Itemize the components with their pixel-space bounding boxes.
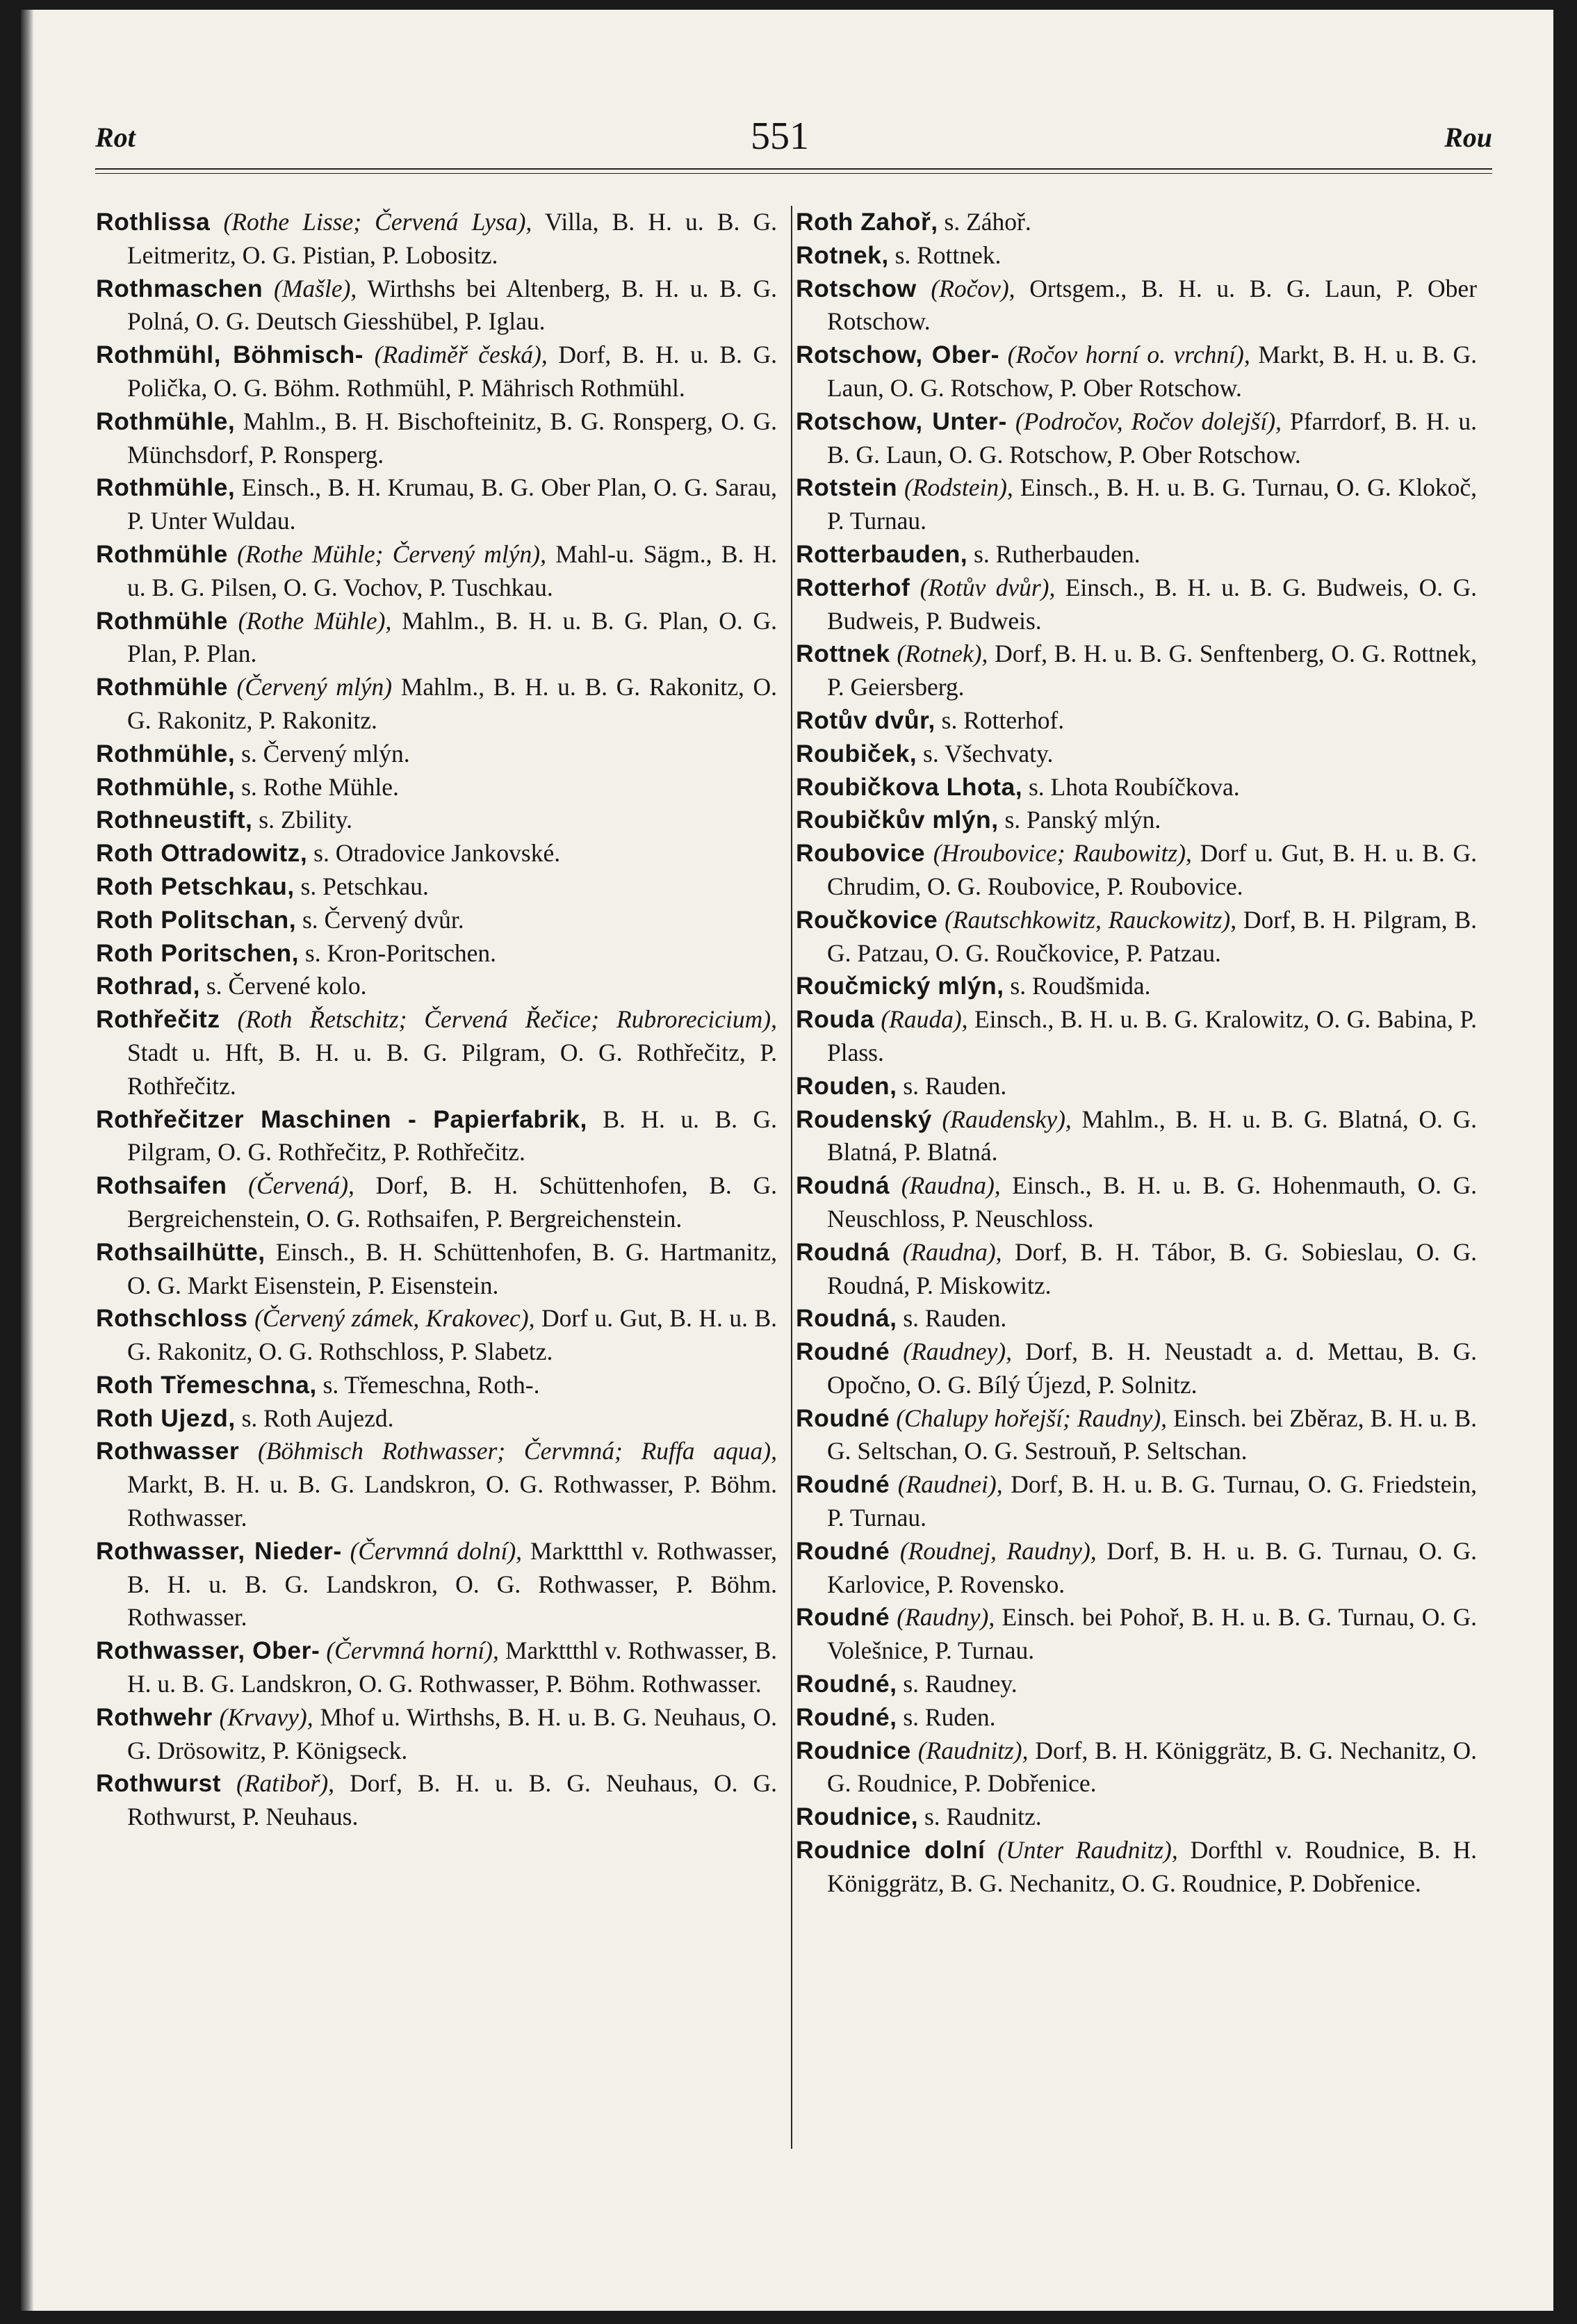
entry-headword: Rothmühle, <box>96 772 236 801</box>
entry-description: Dorfthl v. Roudnice, B. H. Königgrätz, B. G. Nechanitz, O. G. Roudnice, P. Dobřenice. <box>827 1836 1477 1897</box>
entry-description: Einsch., B. H. u. B. G. Turnau, O. G. Klokoč, P. Turnau. <box>827 473 1478 535</box>
entry-description: s. Roudšmida. <box>1010 972 1151 1000</box>
gazetteer-entry <box>96 904 777 937</box>
entry-variant-names: (Červený mlýn) <box>236 673 393 701</box>
entry-description: Einsch., B. H. Krumau, B. G. Ober Plan, O. G. Sarau, P. Unter Wuldau. <box>127 473 778 535</box>
entry-description: s. Třemeschna, Roth-. <box>322 1370 540 1399</box>
entry-description: Dorf, B. H. Königgrätz, B. G. Nechanitz, O. G. Roudnice, P. Dobřenice. <box>827 1736 1478 1798</box>
gazetteer-entry <box>96 804 777 837</box>
entry-headword: Rotschow, Ober- <box>796 341 999 369</box>
entry-headword: Rothmühle, <box>96 739 236 767</box>
entry-variant-names: (Rotův dvůr), <box>920 573 1056 601</box>
gazetteer-entry <box>96 837 777 870</box>
entry-description: s. Rotterhof. <box>941 706 1065 734</box>
entry-variant-names: (Červmná horní), <box>326 1636 499 1665</box>
entry-headword: Roubovice <box>796 839 925 868</box>
entry-headword: Rothsaifen <box>96 1171 227 1200</box>
gazetteer-entry <box>796 704 1477 738</box>
gazetteer-entry <box>96 206 777 273</box>
entry-variant-names: (Raudensky), <box>942 1105 1072 1133</box>
gazetteer-entry <box>796 1734 1477 1801</box>
entry-variant-names: (Roth Řetschitz; Červená Řečice; Rubrorecicium), <box>237 1005 778 1034</box>
gazetteer-entry <box>796 904 1477 970</box>
gazetteer-entry <box>796 771 1477 804</box>
entry-description: Einsch., B. H. u. B. G. Budweis, O. G. Budweis, P. Budweis. <box>827 573 1478 635</box>
entry-description: Mahlm., B. H. u. B. G. Rakonitz, O. G. Rakonitz, P. Rakonitz. <box>127 673 778 734</box>
gazetteer-entry <box>796 1103 1477 1170</box>
gazetteer-entry <box>96 771 777 804</box>
gazetteer-entry <box>96 605 777 672</box>
gazetteer-entry <box>96 538 777 605</box>
entry-headword: Rotův dvůr, <box>796 706 935 734</box>
entry-description: Villa, B. H. u. B. G. Leitmeritz, O. G. Pistian, P. Lobositz. <box>127 208 778 269</box>
left-column <box>96 206 777 2152</box>
entry-headword: Roth Ottradowitz, <box>96 839 308 868</box>
entry-description: Markt, B. H. u. B. G. Landskron, O. G. Rothwasser, P. Böhm. Rothwasser. <box>127 1470 777 1532</box>
entry-headword: Rottnek <box>796 640 890 668</box>
entry-description: Mahlm., B. H. u. B. G. Plan, O. G. Plan, P. Plan. <box>127 606 777 668</box>
entry-headword: Rotschow <box>796 274 917 302</box>
entry-headword: Rothsailhütte, <box>96 1237 265 1266</box>
entry-variant-names: (Krvavy), <box>219 1703 313 1731</box>
page-number: 551 <box>751 115 809 158</box>
entry-headword: Roubičkův mlýn, <box>796 806 999 834</box>
gazetteer-entry <box>796 339 1477 405</box>
entry-headword: Roučkovice <box>796 905 938 934</box>
entry-headword: Rothwurst <box>96 1769 222 1798</box>
entry-headword: Rothmühle, <box>96 473 236 502</box>
entry-description: Markttthl v. Rothwasser, B. H. u. B. G. Landskron, O. G. Rothwasser, P. Böhm. Rothwasser. <box>127 1636 778 1698</box>
entry-headword: Rothřečitz <box>96 1005 220 1034</box>
entry-description: Dorf, B. H. u. B. G. Turnau, O. G. Friedstein, P. Turnau. <box>827 1470 1478 1532</box>
gazetteer-entry <box>796 1236 1477 1303</box>
entry-headword: Rothmühle <box>96 606 228 635</box>
entry-description: s. Červený dvůr. <box>302 905 464 934</box>
entry-headword: Roudné, <box>796 1703 897 1731</box>
entry-variant-names: (Raudney), <box>903 1338 1012 1366</box>
entry-variant-names: (Rothe Mühle; Červený mlýn), <box>237 539 546 568</box>
entry-variant-names: (Mašle), <box>274 274 357 302</box>
entry-variant-names: (Ratiboř), <box>236 1769 335 1798</box>
entry-description: Einsch., B. H. u. B. G. Hohenmauth, O. G. Neuschloss, P. Neuschloss. <box>827 1171 1478 1233</box>
entry-variant-names: (Červmná dolní), <box>350 1536 523 1565</box>
entry-description: Mahlm., B. H. Bischofteinitz, B. G. Ronsperg, O. G. Münchsdorf, P. Ronsperg. <box>127 407 777 469</box>
entry-description: Pfarrdorf, B. H. u. B. G. Laun, O. G. Rotschow, P. Ober Rotschow. <box>827 407 1478 469</box>
gazetteer-entry <box>796 804 1477 837</box>
entry-headword: Rothwasser, Nieder- <box>96 1536 342 1565</box>
entry-headword: Rothrad, <box>96 972 200 1000</box>
entry-description: s. Červený mlýn. <box>241 739 410 767</box>
entry-description: Mhof u. Wirthshs, B. H. u. B. G. Neuhaus, O. G. Drösowitz, P. Königseck. <box>127 1703 778 1764</box>
entry-headword: Roudná, <box>796 1304 897 1333</box>
entry-headword: Rouden, <box>796 1071 897 1100</box>
entry-headword: Rothwasser <box>96 1437 240 1465</box>
entry-description: s. Rothe Mühle. <box>241 772 399 801</box>
entry-variant-names: (Červený zámek, Krakovec), <box>254 1304 535 1333</box>
entry-variant-names: (Červená), <box>248 1171 354 1200</box>
gazetteer-entry <box>96 738 777 771</box>
page-header <box>21 107 1553 170</box>
entry-description: s. Ruden. <box>903 1703 996 1731</box>
entry-description: s. Červené kolo. <box>206 972 367 1000</box>
entry-headword: Roudná <box>796 1171 890 1200</box>
entry-description: Mahl-u. Sägm., B. H. u. B. G. Pilsen, O. G. Vochov, P. Tuschkau. <box>127 539 778 601</box>
right-column <box>796 206 1477 2152</box>
entry-variant-names: (Hroubovice; Raubowitz), <box>933 839 1192 868</box>
gazetteer-entry <box>796 1003 1477 1070</box>
entry-description: s. Panský mlýn. <box>1004 806 1161 834</box>
entry-description: Dorf, B. H. u. B. G. Neuhaus, O. G. Rothwurst, P. Neuhaus. <box>127 1769 778 1831</box>
gazetteer-entry <box>796 1601 1477 1668</box>
gazetteer-entry <box>96 870 777 904</box>
gazetteer-entry <box>96 1103 777 1170</box>
header-rule <box>95 168 1492 174</box>
gazetteer-entry <box>96 339 777 405</box>
entry-headword: Roudné <box>796 1338 890 1366</box>
entry-headword: Roth Zahoř, <box>796 208 938 236</box>
entry-headword: Roudenský <box>796 1105 932 1133</box>
entry-description: Mahlm., B. H. u. B. G. Blatná, O. G. Blatná, P. Blatná. <box>827 1105 1478 1167</box>
entry-description: Markttthl v. Rothwasser, B. H. u. B. G. Landskron, O. G. Rothwasser, P. Böhm. Rothwasser. <box>127 1536 778 1632</box>
gazetteer-entry <box>96 1435 777 1534</box>
gazetteer-entry <box>796 1668 1477 1701</box>
gazetteer-entry <box>96 1003 777 1103</box>
entry-description: s. Roth Aujezd. <box>241 1404 394 1432</box>
entry-description: s. Otradovice Jankovské. <box>313 839 561 868</box>
column-divider <box>791 206 792 2149</box>
entry-description: Einsch., B. H. Schüttenhofen, B. G. Hartmanitz, O. G. Markt Eisenstein, P. Eisenstein. <box>127 1237 777 1299</box>
entry-description: Dorf, B. H. Schüttenhofen, B. G. Bergreichenstein, O. G. Rothsaifen, P. Bergreichenstein. <box>127 1171 777 1233</box>
gazetteer-entry <box>796 1402 1477 1469</box>
gazetteer-entry <box>796 1468 1477 1535</box>
gazetteer-entry <box>796 1801 1477 1834</box>
entry-description: Dorf, B. H. u. B. G. Senftenberg, O. G. Rottnek, P. Geiersberg. <box>827 640 1477 701</box>
entry-headword: Rothmaschen <box>96 274 263 302</box>
gazetteer-entry <box>96 1701 777 1768</box>
gazetteer-entry <box>796 1535 1477 1602</box>
gazetteer-entry <box>96 1236 777 1303</box>
entry-headword: Rothlissa <box>96 208 211 236</box>
entry-headword: Rotschow, Unter- <box>796 407 1007 435</box>
gazetteer-entry <box>796 538 1477 571</box>
gazetteer-entry <box>96 405 777 472</box>
entry-variant-names: (Rotnek), <box>897 640 988 668</box>
entry-description: s. Zbility. <box>259 806 353 834</box>
entry-description: s. Rutherbauden. <box>974 539 1141 568</box>
entry-headword: Roudné <box>796 1536 890 1565</box>
header-right-guide-word: Rou <box>1444 122 1492 153</box>
entry-variant-names: (Böhmisch Rothwasser; Červmná; Ruffa aqua), <box>258 1437 778 1465</box>
entry-headword: Roudné <box>796 1470 890 1499</box>
gazetteer-entry <box>96 1169 777 1236</box>
entry-variant-names: (Rodstein), <box>904 473 1013 502</box>
entry-headword: Rothřečitzer Maschinen - Papierfabrik, <box>96 1105 587 1133</box>
entry-description: s. Záhoř. <box>944 208 1031 236</box>
entry-variant-names: (Chalupy hořejší; Raudny), <box>896 1404 1168 1432</box>
entry-headword: Rothschloss <box>96 1304 248 1333</box>
entry-headword: Roth Třemeschna, <box>96 1370 317 1399</box>
entry-description: s. Raudnitz. <box>924 1803 1042 1831</box>
gazetteer-entry <box>796 571 1477 638</box>
entry-description: s. Petschkau. <box>300 872 429 900</box>
gazetteer-entry <box>796 970 1477 1003</box>
gazetteer-entry <box>96 1402 777 1436</box>
entry-variant-names: (Rothe Mühle), <box>238 606 392 635</box>
entry-description: s. Raudney. <box>903 1670 1018 1698</box>
entry-description: B. H. u. B. G. Pilgram, O. G. Rothřečitz, P. Rothřečitz. <box>127 1105 777 1167</box>
gazetteer-entry <box>96 937 777 970</box>
entry-description: Stadt u. Hft, B. H. u. B. G. Pilgram, O. G. Rothřečitz, P. Rothřečitz. <box>127 1038 777 1100</box>
entry-headword: Rothneustift, <box>96 806 253 834</box>
gazetteer-entry <box>796 405 1477 472</box>
entry-headword: Rotnek, <box>796 241 889 269</box>
gazetteer-entry <box>796 471 1477 538</box>
entry-variant-names: (Raudny), <box>897 1603 995 1632</box>
entry-headword: Rothmühle <box>96 539 228 568</box>
entry-description: Dorf, B. H. u. B. G. Polička, O. G. Böhm. Rothmühl, P. Mährisch Rothmühl. <box>127 341 777 402</box>
gazetteer-entry <box>796 738 1477 771</box>
entry-description: Wirthshs bei Altenberg, B. H. u. B. G. Polná, O. G. Deutsch Giesshübel, P. Iglau. <box>127 274 777 336</box>
book-spine-shadow <box>21 10 33 2311</box>
gazetteer-entry <box>96 1767 777 1834</box>
gazetteer-entry <box>96 1369 777 1402</box>
entry-variant-names: (Raudnitz), <box>917 1736 1029 1764</box>
entry-headword: Roubičkova Lhota, <box>796 772 1023 801</box>
entry-variant-names: (Roudnej, Raudny), <box>899 1536 1097 1565</box>
entry-description: Dorf, B. H. Pilgram, B. G. Patzau, O. G. Roučkovice, P. Patzau. <box>827 905 1478 967</box>
entry-headword: Roudnice dolní <box>796 1836 986 1864</box>
entry-variant-names: (Raudna), <box>901 1171 1001 1200</box>
book-page <box>21 10 1553 2311</box>
gazetteer-entry <box>796 1834 1477 1901</box>
entry-description: Dorf u. Gut, B. H. u. B. G. Rakonitz, O. G. Rothschloss, P. Slabetz. <box>127 1304 778 1366</box>
entry-variant-names: (Rauda), <box>881 1005 968 1034</box>
entry-headword: Rotterhof <box>796 573 910 601</box>
entry-headword: Roth Poritschen, <box>96 938 300 967</box>
entry-description: s. Kron-Poritschen. <box>304 938 496 967</box>
entry-headword: Roudné <box>796 1404 890 1432</box>
entry-variant-names: (Področov, Ročov dolejší), <box>1015 407 1282 435</box>
gazetteer-entry <box>96 471 777 538</box>
entry-headword: Roudná <box>796 1237 890 1266</box>
entry-variant-names: (Radiměř česká), <box>374 341 548 369</box>
entry-headword: Roudnice <box>796 1736 911 1764</box>
gazetteer-entry <box>796 637 1477 704</box>
gazetteer-entry <box>796 1701 1477 1734</box>
entry-headword: Rotterbauden, <box>796 539 968 568</box>
entry-headword: Roučmický mlýn, <box>796 972 1004 1000</box>
gazetteer-entry <box>796 1335 1477 1402</box>
gazetteer-entry <box>96 1535 777 1634</box>
entry-headword: Rothmühl, Böhmisch- <box>96 341 363 369</box>
header-left-guide-word: Rot <box>95 122 136 153</box>
entry-description: s. Lhota Roubíčkova. <box>1028 772 1240 801</box>
entry-variant-names: (Ročov horní o. vrchní), <box>1007 341 1250 369</box>
entry-description: Einsch., B. H. u. B. G. Kralowitz, O. G. Babina, P. Plass. <box>827 1005 1478 1066</box>
entry-variant-names: (Raudnei), <box>897 1470 1003 1499</box>
entry-description: s. Všechvaty. <box>923 739 1054 767</box>
entry-variant-names: (Unter Raudnitz), <box>997 1836 1178 1864</box>
entry-headword: Roth Petschkau, <box>96 872 295 900</box>
entry-description: Dorf, B. H. u. B. G. Turnau, O. G. Karlovice, P. Rovensko. <box>827 1536 1478 1598</box>
entry-headword: Roth Politschan, <box>96 905 297 934</box>
entry-description: s. Rauden. <box>903 1304 1007 1333</box>
gazetteer-entry <box>796 837 1477 904</box>
gazetteer-entry <box>796 273 1477 339</box>
entry-variant-names: (Ročov), <box>931 274 1015 302</box>
entry-headword: Rothmühle, <box>96 407 236 435</box>
gazetteer-entry <box>96 671 777 738</box>
entry-variant-names: (Rothe Lisse; Červená Lysa), <box>223 208 532 236</box>
gazetteer-entry <box>96 1302 777 1369</box>
entry-description: Einsch. bei Pohoř, B. H. u. B. G. Turnau, O. G. Volešnice, P. Turnau. <box>827 1603 1477 1665</box>
entry-headword: Rouda <box>796 1005 874 1034</box>
entry-headword: Roth Ujezd, <box>96 1404 236 1432</box>
gazetteer-entry <box>796 1070 1477 1103</box>
entry-description: Dorf, B. H. Neustadt a. d. Mettau, B. G. Opočno, O. G. Bílý Újezd, P. Solnitz. <box>827 1338 1477 1399</box>
gazetteer-entry <box>96 273 777 339</box>
gazetteer-entry <box>796 239 1477 273</box>
gazetteer-entry <box>796 1169 1477 1236</box>
entry-description: s. Rottnek. <box>894 241 1002 269</box>
entry-headword: Roudnice, <box>796 1803 919 1831</box>
gazetteer-entry <box>796 206 1477 239</box>
entry-headword: Roubiček, <box>796 739 917 767</box>
gazetteer-entry <box>96 970 777 1003</box>
entry-description: s. Rauden. <box>903 1071 1007 1100</box>
entry-description: Einsch. bei Zběraz, B. H. u. B. G. Seltschan, O. G. Sestrouň, P. Seltschan. <box>827 1404 1478 1465</box>
entry-headword: Roudné <box>796 1603 890 1632</box>
entry-description: Dorf, B. H. Tábor, B. G. Sobieslau, O. G. Roudná, P. Miskowitz. <box>827 1237 1478 1299</box>
entry-description: Ortsgem., B. H. u. B. G. Laun, P. Ober Rotschow. <box>827 274 1478 336</box>
entry-headword: Rothmühle <box>96 673 228 701</box>
entry-description: Markt, B. H. u. B. G. Laun, O. G. Rotschow, P. Ober Rotschow. <box>827 341 1478 402</box>
entry-description: Dorf u. Gut, B. H. u. B. G. Chrudim, O. G. Roubovice, P. Roubovice. <box>827 839 1478 900</box>
gazetteer-entry <box>96 1634 777 1701</box>
gazetteer-entry <box>796 1302 1477 1335</box>
entry-headword: Rotstein <box>796 473 897 502</box>
entry-variant-names: (Rautschkowitz, Rauckowitz), <box>945 905 1237 934</box>
entry-headword: Rothwehr <box>96 1703 213 1731</box>
entry-variant-names: (Raudna), <box>902 1237 1002 1266</box>
entry-headword: Rothwasser, Ober- <box>96 1636 320 1665</box>
entry-headword: Roudné, <box>796 1670 897 1698</box>
